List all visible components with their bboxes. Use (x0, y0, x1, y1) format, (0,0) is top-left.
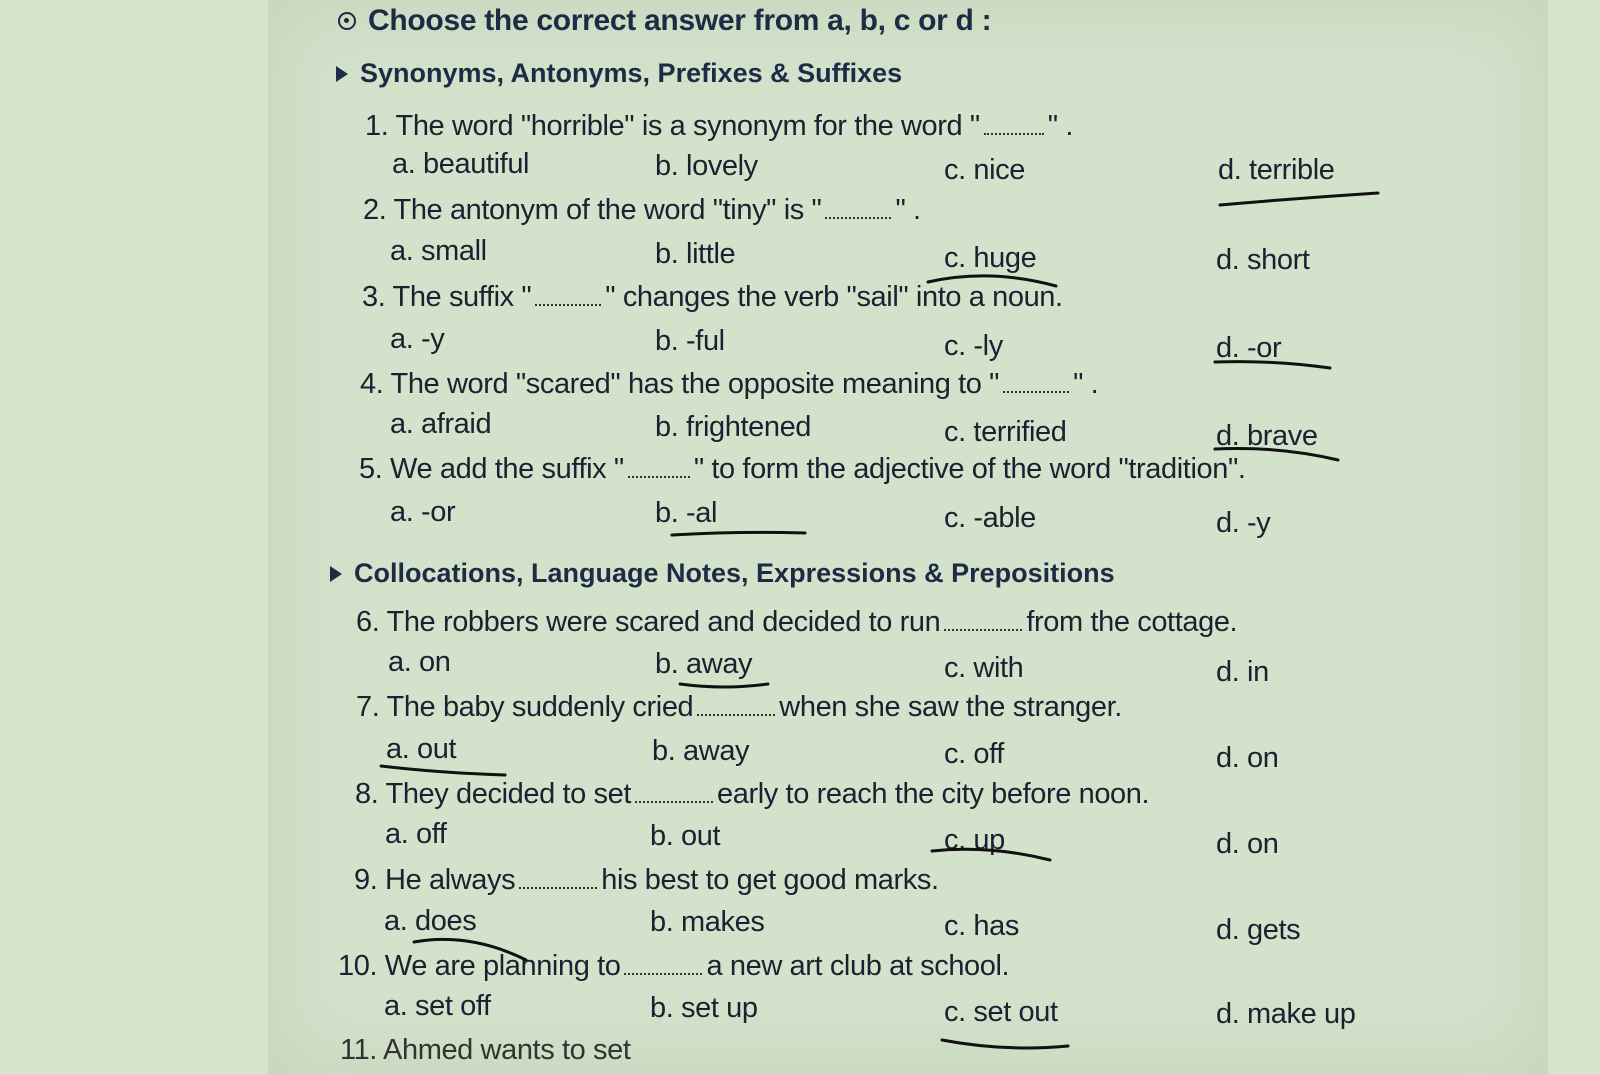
option-9b[interactable]: b. makes (650, 906, 765, 938)
instructions-text: Choose the correct answer from a, b, c or d : (368, 4, 992, 37)
option-9c[interactable]: c. has (944, 910, 1019, 942)
answer-blank (697, 696, 775, 716)
option-4d[interactable]: d. brave (1216, 420, 1318, 452)
option-5d[interactable]: d. -y (1216, 507, 1271, 539)
option-8b[interactable]: b. out (650, 820, 721, 852)
question-9: 9. He always his best to get good marks. (354, 864, 939, 896)
option-1b[interactable]: b. lovely (655, 150, 758, 182)
option-2d[interactable]: d. short (1216, 244, 1310, 276)
option-3b[interactable]: b. -ful (655, 325, 725, 357)
option-10b[interactable]: b. set up (650, 992, 758, 1024)
triangle-bullet-icon (330, 566, 342, 582)
option-4a[interactable]: a. afraid (390, 408, 492, 440)
question-1: 1. The word "horrible" is a synonym for the word " " . (365, 110, 1074, 142)
answer-blank (628, 458, 690, 478)
option-3d[interactable]: d. -or (1216, 332, 1282, 364)
option-10d[interactable]: d. make up (1216, 998, 1356, 1030)
question-11-cutoff: 11. Ahmed wants to set (340, 1034, 631, 1066)
question-10: 10. We are planning to a new art club at school. (338, 950, 1010, 982)
option-9d[interactable]: d. gets (1216, 914, 1301, 946)
option-5b[interactable]: b. -al (655, 497, 718, 529)
answer-blank (635, 783, 713, 803)
question-7: 7. The baby suddenly cried when she saw the stranger. (356, 691, 1122, 723)
option-2a[interactable]: a. small (390, 235, 487, 267)
option-2c[interactable]: c. huge (944, 242, 1037, 274)
option-5a[interactable]: a. -or (390, 496, 456, 528)
option-8d[interactable]: d. on (1216, 828, 1279, 860)
option-1c[interactable]: c. nice (944, 154, 1026, 186)
answer-blank (1003, 373, 1069, 393)
question-6: 6. The robbers were scared and decided to run from the cottage. (356, 606, 1238, 638)
option-1a[interactable]: a. beautiful (392, 148, 530, 180)
question-4: 4. The word "scared" has the opposite meaning to " " . (360, 368, 1099, 400)
option-7d[interactable]: d. on (1216, 742, 1279, 774)
question-2: 2. The antonym of the word "tiny" is " " . (363, 194, 921, 226)
option-6c[interactable]: c. with (944, 652, 1024, 684)
option-7b[interactable]: b. away (652, 735, 750, 767)
option-6d[interactable]: d. in (1216, 656, 1269, 688)
option-8a[interactable]: a. off (385, 818, 447, 850)
instructions-heading (338, 4, 991, 38)
triangle-bullet-icon (336, 66, 348, 82)
question-8: 8. They decided to set early to reach the city before noon. (355, 778, 1150, 810)
question-3: 3. The suffix " " changes the verb "sail" into a noun. (362, 281, 1063, 313)
answer-blank (984, 115, 1044, 135)
answer-blank (624, 955, 702, 975)
target-bullet-icon (338, 12, 356, 30)
option-6a[interactable]: a. on (388, 646, 451, 678)
option-1d[interactable]: d. terrible (1218, 154, 1335, 186)
option-10a[interactable]: a. set off (384, 990, 491, 1022)
option-5c[interactable]: c. -able (944, 502, 1036, 534)
option-2b[interactable]: b. little (655, 238, 736, 270)
option-3a[interactable]: a. -y (390, 323, 445, 355)
option-7a[interactable]: a. out (386, 733, 457, 765)
option-4b[interactable]: b. frightened (655, 411, 812, 443)
option-10c[interactable]: c. set out (944, 996, 1058, 1028)
section-heading-synonyms: Synonyms, Antonyms, Prefixes & Suffixes (336, 58, 902, 89)
answer-blank (535, 286, 601, 306)
section-heading-collocations: Collocations, Language Notes, Expressions & Prepositions (330, 558, 1115, 589)
option-8c[interactable]: c. up (944, 824, 1005, 856)
answer-blank (944, 611, 1022, 631)
option-4c[interactable]: c. terrified (944, 416, 1067, 448)
option-7c[interactable]: c. off (944, 738, 1004, 770)
option-6b[interactable]: b. away (655, 648, 753, 680)
option-3c[interactable]: c. -ly (944, 330, 1003, 362)
answer-blank (825, 199, 891, 219)
answer-blank (519, 869, 597, 889)
question-5: 5. We add the suffix " " to form the adjective of the word "tradition". (359, 453, 1246, 485)
option-9a[interactable]: a. does (384, 905, 477, 937)
